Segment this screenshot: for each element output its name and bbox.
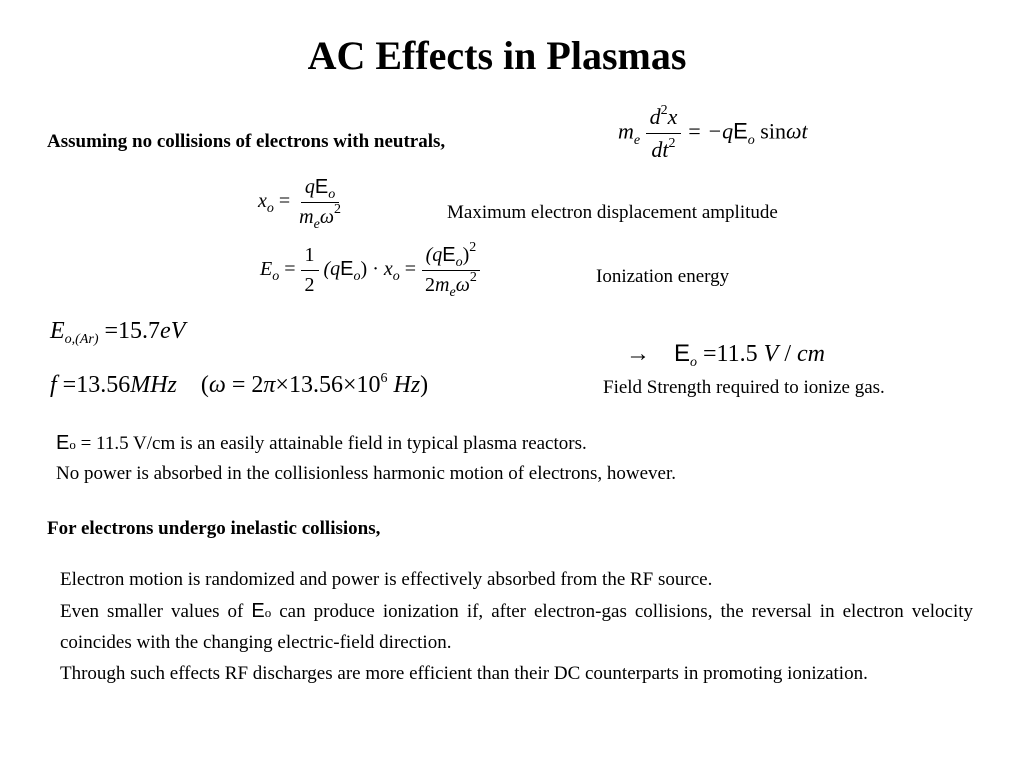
eq-freq-exponent: 6 (380, 371, 388, 386)
eq-Eo-den-m-sub: e (449, 285, 456, 300)
eq-Eo-den-omega: ω (455, 274, 470, 296)
eq-Eo-den-2: 2 (425, 274, 436, 296)
p2-before: Even smaller values of (60, 600, 252, 622)
equation-of-motion (618, 104, 808, 163)
eq-Ear-lhs-sub: o,(Ar) (64, 332, 99, 347)
eq-xo-E: E (314, 176, 329, 198)
eq-xo-lhs-sub: o (266, 201, 274, 217)
eq-motion-m: m (618, 118, 634, 144)
eq-Eo-num-close: ) (462, 244, 470, 266)
eq-Eo-half-num: 1 (301, 244, 319, 271)
eq-Ear-value: =15.7 (104, 318, 161, 344)
eq-motion-wt: ωt (785, 118, 808, 144)
eq-motion-rhs: = −q (686, 118, 734, 144)
note-easily-attainable (56, 432, 587, 455)
section2-heading: For electrons undergo inelastic collisions, (47, 518, 381, 539)
label-ionization-energy: Ionization energy (596, 266, 730, 287)
collisions-paragraph-1: Electron motion is randomized and power is effectively absorbed from the RF source. (60, 569, 713, 590)
eq-field-E: E (674, 340, 691, 367)
eq-freq-f: f (50, 372, 57, 398)
eq-motion-E: E (733, 118, 748, 144)
eq-Eo-mid-close: ) (360, 258, 368, 281)
eq-Ear-unit: eV (160, 318, 186, 344)
eq-Eo-equals: = (284, 258, 296, 281)
eq-freq-value: =13.56 (62, 372, 131, 398)
eq-Eo-dot: · (372, 258, 379, 281)
label-field-strength: Field Strength required to ionize gas. (603, 377, 885, 398)
collisions-paragraphs (60, 565, 973, 689)
eq-Eo-x-sub: o (392, 269, 400, 285)
eq-motion-sin: sin (760, 118, 786, 144)
note-no-power: No power is absorbed in the collisionless harmonic motion of electrons, however. (56, 463, 677, 484)
eq-motion-dt: dt (651, 137, 669, 162)
eq-motion-d: d (649, 104, 661, 129)
eq-Eo-equals-2: = (404, 258, 417, 281)
note-E-symbol: E (56, 432, 70, 454)
eq-Eo-num-E-sub: o (455, 255, 463, 270)
intro-heading: Assuming no collisions of electrons with neutrals, (47, 131, 446, 152)
eq-freq-pi: π (263, 372, 276, 398)
note-E-sub: o (69, 437, 76, 452)
collisions-paragraph-2 (60, 596, 973, 659)
eq-field-value: =11.5 (703, 341, 758, 367)
eq-xo-omega-sup: 2 (333, 202, 341, 217)
slide-title: AC Effects in Plasmas (307, 33, 687, 78)
eq-motion-E-sub: o (747, 132, 755, 148)
equation-ionization-energy (260, 240, 481, 300)
eq-xo-q: q (304, 176, 315, 198)
eq-Eo-num-open: (q (425, 244, 443, 266)
eq-freq-paren-open: ( (200, 372, 209, 398)
eq-freq-hz: Hz (393, 372, 421, 398)
eq-xo-omega: ω (319, 206, 334, 228)
eq-Eo-num-sup: 2 (469, 240, 477, 255)
eq-Eo-half (301, 244, 319, 297)
eq-freq-multiply: ×13.56×10 (275, 372, 381, 398)
eq-Ear-lhs: E (50, 318, 65, 344)
eq-freq-omega: ω (208, 372, 226, 398)
equation-frequency (50, 372, 428, 399)
eq-xo-equals: = (278, 190, 291, 213)
eq-Eo-mid-E-sub: o (353, 269, 361, 285)
eq-Eo-mid-open: (q (323, 258, 341, 281)
eq-Eo-lhs-sub: o (272, 269, 280, 285)
p2-after: can produce ionization if, after electron-gas collisions, the reversal in electron velocity coincides with the changing electric-field direction. (60, 600, 973, 653)
p2-E-sub: o (264, 604, 272, 620)
arrow-icon: → (626, 341, 650, 367)
p2-E-symbol: E (251, 599, 265, 622)
eq-Eo-den-sup: 2 (469, 270, 477, 285)
collisions-paragraph-3: Through such effects RF discharges are more efficient than their DC counterparts in promoting ionization. (60, 662, 868, 684)
eq-freq-mid: = 2 (231, 372, 264, 398)
eq-motion-derivative (646, 104, 682, 163)
eq-Eo-num-E: E (442, 244, 456, 266)
eq-field-unit-V: V (763, 341, 779, 367)
note-line1-text: = 11.5 V/cm is an easily attainable field in typical plasma reactors. (75, 433, 587, 454)
eq-xo-m: m (299, 206, 314, 228)
label-displacement: Maximum electron displacement amplitude (447, 202, 778, 223)
eq-xo-E-sub: o (328, 187, 336, 202)
eq-motion-dt-sup: 2 (668, 136, 676, 151)
eq-motion-x: x (667, 104, 678, 129)
eq-Eo-den-m: m (435, 274, 450, 296)
eq-Eo-x: x (383, 258, 393, 281)
eq-Eo-mid-E: E (340, 258, 354, 281)
eq-Eo-lhs: E (260, 258, 273, 281)
eq-Eo-fraction (421, 240, 481, 300)
eq-field-E-sub: o (690, 355, 698, 370)
eq-field-slash: / (784, 341, 792, 367)
eq-field-unit-cm: cm (797, 341, 825, 367)
eq-xo-lhs: x (258, 190, 267, 213)
eq-motion-d-sup: 2 (660, 103, 668, 118)
equation-argon-energy (50, 318, 185, 345)
equation-displacement (258, 176, 345, 232)
eq-xo-m-sub: e (313, 217, 320, 232)
eq-freq-unit: MHz (130, 372, 177, 398)
eq-freq-paren-close: ) (420, 372, 429, 398)
eq-Eo-half-den: 2 (304, 274, 315, 296)
eq-xo-fraction (295, 176, 345, 232)
equation-field-strength (626, 340, 825, 368)
eq-motion-m-sub: e (633, 132, 641, 148)
